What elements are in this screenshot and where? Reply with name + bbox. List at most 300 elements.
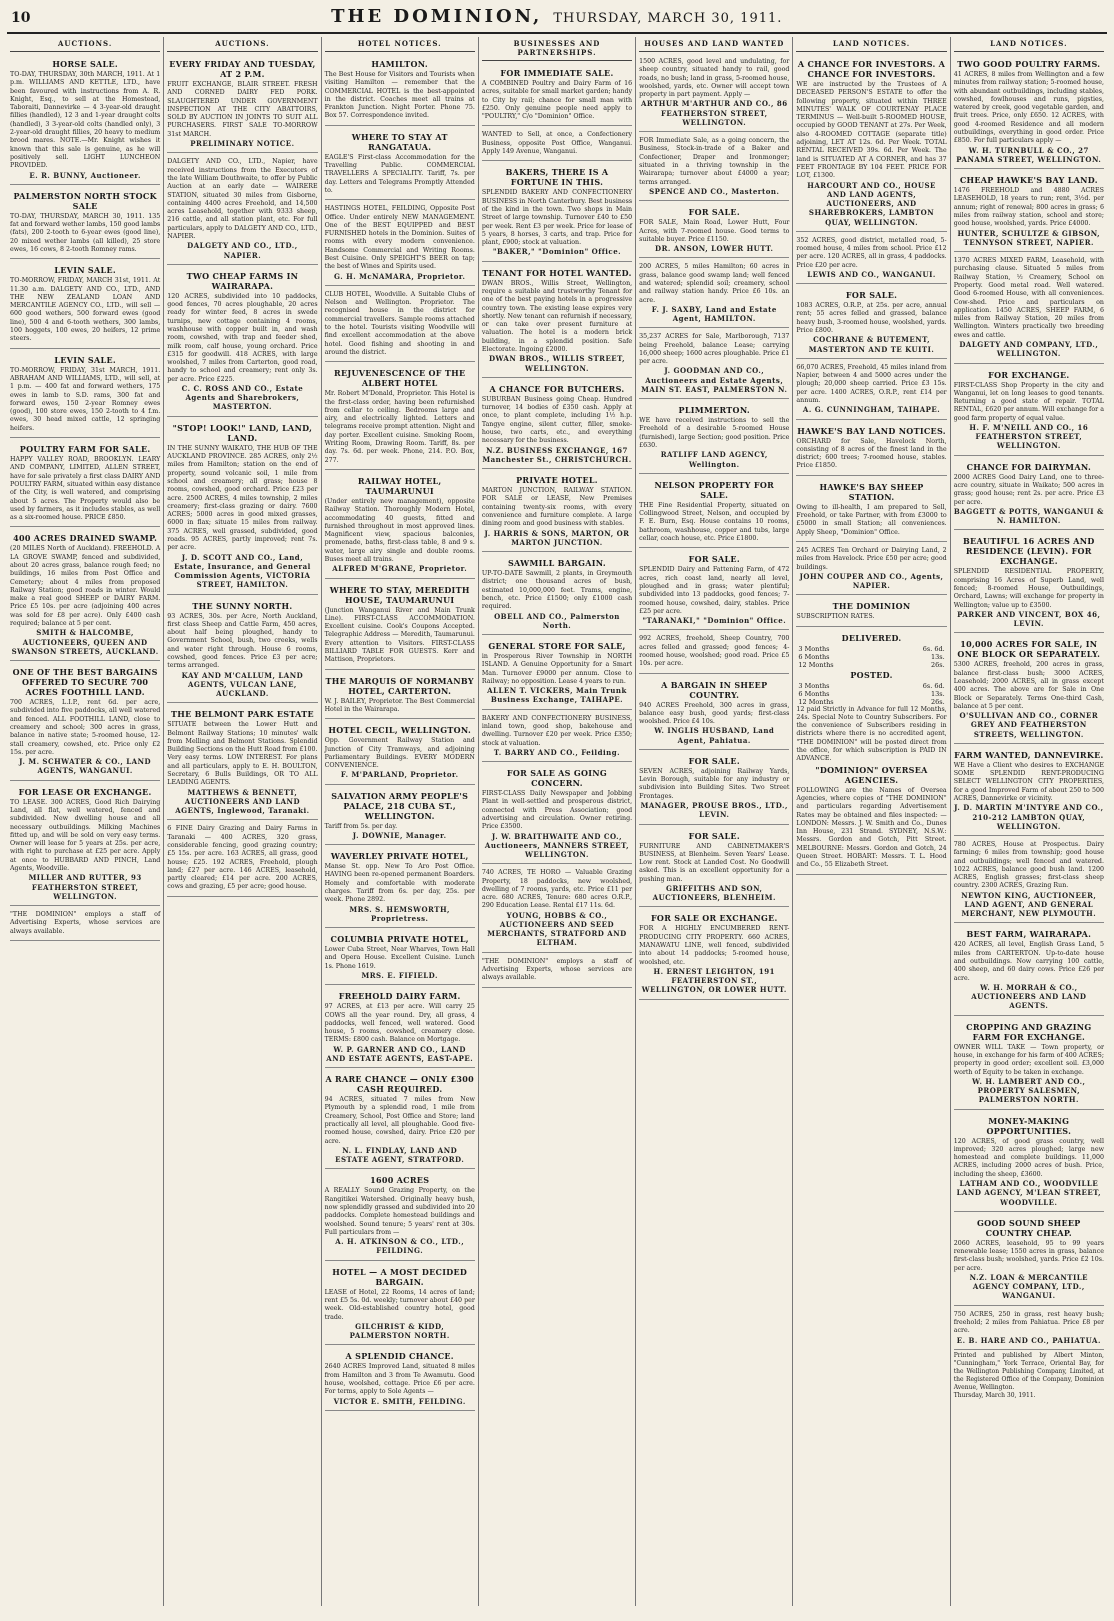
advertisement: [482, 64, 632, 126]
ad-body: SITUATE between the Lower Hutt and Belmont Railway Stations; 10 minutes' walk from Melling and Belmont Stations. Splendid Building Sections on the Hutt Road from £100. Very easy terms. LOW INTEREST. For plans and all particulars, apply to E. H. BOULTON, Secretary, 6 Bulls Buildings, OR TO ALL LEADING AGENTS.: [167, 721, 318, 787]
advertisement: [482, 712, 632, 762]
ad-title: "STOP! LOOK!" LAND, LAND, LAND.: [172, 422, 313, 443]
ad-signature: W. INGLIS HUSBAND, Land Agent, Pahiatua.: [654, 726, 775, 745]
ad-signature: SMITH & HALCOMBE, AUCTIONEERS, QUEEN AND SWANSON STREETS, AUCKLAND.: [11, 628, 159, 656]
table-row: [796, 645, 946, 653]
subscription-period: 12 Months: [798, 660, 834, 669]
subscription-delivered-label: DELIVERED.: [841, 632, 902, 643]
ad-title: HOTEL — A MOST DECIDED BARGAIN.: [332, 1266, 468, 1287]
ad-title: FOR SALE.: [688, 554, 740, 565]
ad-signature: A. G. CUNNINGHAM, TAIHAPE.: [802, 405, 941, 415]
ad-body: The Best House for Visitors and Tourists when visiting Hamilton — remember that the COMMERCIAL HOTEL is the best-appointed in the district. Coaches meet all trains at Frankton Junction. Night Porter. Phone 75. Box 57. Correspondence invited.: [324, 71, 475, 120]
page-number: 10: [11, 10, 31, 26]
advertisement: [167, 419, 317, 595]
ad-body: (Junction Wanganui River and Main Trunk Line). FIRST-CLASS ACCOMMODATION. Excellent cuisine. Cook's Coupons Accepted. Telegraphic Address — Meredith, Taumarunui. Every attention to Visitors. FIRST-CLASS BILLIARD TABLE FOR GUESTS. Kerr and Mattison, Proprietors.: [324, 606, 475, 664]
ad-signature: J. HARRIS & SONS, MARTON, OR MARTON JUNCTION.: [484, 528, 630, 547]
ad-title: MONEY-MAKING OPPORTUNITIES.: [986, 1115, 1072, 1136]
ad-signature: J. DOWNIE, Manager.: [352, 830, 447, 840]
ad-signature: G. H. McNAMARA, Proprietor.: [333, 271, 466, 281]
ad-title: LEVIN SALE.: [54, 265, 116, 276]
advertisement: [639, 203, 789, 258]
ad-body: 2640 ACRES Improved Land, situated 8 miles from Hamilton and 3 from Te Awamutu. Good house, woolshed, cottage. Price £6 per acre. For terms, apply to Sole Agents —: [324, 1363, 475, 1396]
imprint: Printed and published by Albert Minton, "Cunningham," York Terrace, Oriental Bay, for the Wellington Publishing Company, Limited, at the Registered Office of the Company, Dominion Avenue, Wellington.: [953, 1351, 1104, 1392]
ad-body: DWAN BROS., Willis Street, Wellington, require a suitable and trustworthy Tenant for one of the best paying hotels in a progressive country town. The existing lease expires very shortly. New tenant can refurnish if necessary, or can take over present furniture at valuation. The hotel is a modern brick building, in a splendid position. Safe Electorate. Ingoing £2000.: [481, 279, 633, 354]
ad-body: EAGLE'S First-class Accommodation for the Travelling Public. COMMERCIAL TRAVELLERS A SPECIALITY. Tariff, 7s. per day. Letters and Telegrams Promptly Attended to.: [324, 153, 475, 194]
ad-body: TO-MORROW, FRIDAY, 31st MARCH, 1911. ABRAHAM AND WILLIAMS, LTD., will sell, at 1 p.m. — 400 fat and forward wethers, 175 ewes in lamb to S.D. rams, 300 fat and forward ewes, 150 2-year Romney ewes (good), 100 store ewes, 150 2-tooth to 4 f.m. ewes, 30 head mixed cattle, 12 springing heifers.: [10, 366, 161, 432]
advertisement: [10, 783, 160, 906]
ad-title: FOR LEASE OR EXCHANGE.: [18, 786, 152, 797]
advertisement: [325, 55, 475, 126]
subscription-rates: [796, 629, 946, 875]
ad-body: 992 ACRES, freehold, Sheep Country, 700 acres felled and grassed; good fences; 4-roomed house, woolshed; good road. Price £5 10s. per acre.: [639, 635, 790, 668]
ad-signature: O'SULLIVAN AND CO., CORNER GREY AND FEATHERSTON STREETS, WELLINGTON.: [959, 711, 1099, 739]
advertisement: [639, 134, 789, 201]
ad-title: 400 ACRES DRAINED SWAMP.: [13, 533, 158, 544]
advertisement: [167, 55, 317, 153]
advertisement: [639, 401, 789, 474]
advertisement: [482, 955, 632, 988]
advertisement: [954, 366, 1104, 456]
ad-signature: J. GOODMAN AND CO., Auctioneers and Estate Agents, MAIN ST. EAST, PALMERSTON N.: [641, 366, 788, 394]
ad-body: HASTINGS HOTEL, FEILDING, Opposite Post Office. Under entirely NEW MANAGEMENT. One of the BEST EQUIPPED and BEST FURNISHED hotels in the Dominion. Suites of rooms with every modern convenience. Handsome Commercial and Writing Rooms. Best Cuisine. Only SPEIGHT'S BEER on tap; the best of Wines and Spirits used.: [324, 205, 475, 271]
ad-body: 120 ACRES, of good grass country, well improved; 320 acres ploughed; large new homestead and complete buildings. 11,000 ACRES, including 2000 acres of bush. Price, including the sheep, £3600.: [953, 1137, 1104, 1178]
column-4: [479, 37, 636, 1606]
advertisement: [954, 254, 1104, 363]
ad-title: FOR SALE AS GOING CONCERN.: [506, 768, 608, 789]
subscription-period: 3 Months: [798, 681, 830, 690]
ad-body: MARTON JUNCTION, RAILWAY STATION. FOR SALE or LEASE, New Premises containing twenty-six rooms, with every convenience and furniture complete. A large dining room and good business with stables.: [481, 487, 633, 528]
ad-body: A COMBINED Poultry and Dairy Farm of 16 acres, suitable for small market garden; handy to City by rail; chance for small man with £250. Only genuine people need apply to "POULTRY," C/o "Dominion" Office.: [481, 80, 633, 121]
ad-body: THE Fine Residential Property, situated on Collingwood Street, Nelson, and occupied by F. E. Burn, Esq. House contains 10 rooms, bathroom, washhouse, copper and tubs, large cellar, coach house, etc. Price £1800.: [639, 501, 790, 543]
advertisement: [325, 472, 475, 579]
ad-title: FOR SALE.: [688, 755, 740, 766]
ad-title: THE DOMINION: [832, 601, 911, 612]
ad-title: BEAUTIFUL 16 ACRES AND RESIDENCE (LEVIN). FOR EXCHANGE.: [962, 536, 1095, 567]
ad-body: 200 ACRES, 5 miles Hamilton; 60 acres in grass, balance good swamp land; well fenced and watered; splendid soil; creamery, school and railway station handy. Price £6 10s. an acre.: [639, 263, 790, 304]
ad-body: SPLENDID Dairy and Fattening Farm, of 472 acres, rich coast land, nearly all level, ploughed and in grass; water plentiful; subdivided into 13 paddocks, good fences; 7-roomed house, cowshed, dairy, stables. Price £25 per acre.: [639, 566, 790, 615]
advertisement: [482, 264, 632, 378]
ad-title: WHERE TO STAY AT RANGATAUA.: [351, 131, 448, 152]
ad-signature: BAGGETT & POTTS, WANGANUI & N. HAMILTON.: [953, 506, 1104, 526]
ad-title: LEVIN SALE.: [54, 354, 116, 365]
ad-title: CROPPING AND GRAZING FARM FOR EXCHANGE.: [966, 1021, 1092, 1042]
advertisement: [954, 925, 1104, 1015]
ad-body: TO-DAY, THURSDAY, 30th MARCH, 1911. At 1 p.m. WILLIAMS AND KETTLE, LTD., have been favoured with instructions from A. R. Knight, Esq., to sell at the Homestead, Taboraiti, Dannevirke — 4 3-year-old draught fillies (handled), 12 3 and 1-year draught colts (handled), 3 3-year-old colts (handled only), 3 2-year-old draught fillies, 20 heavy to medium brood mares. NOTE.—Mr. Knight wishes it known that this sale is genuine, as he will positively sell. LIGHT LUNCHEON PROVIDED.: [10, 71, 161, 170]
ad-signature: PRELIMINARY NOTICE.: [190, 139, 295, 149]
ad-title: COLUMBIA PRIVATE HOTEL,: [330, 934, 469, 945]
ad-title: A SPLENDID CHANCE.: [345, 1351, 454, 1362]
ad-title: FOR SALE OR EXCHANGE.: [650, 913, 778, 924]
ad-signature: J. D. SCOTT AND CO., Land, Estate, Insurance, and General Commission Agents, VICTORIA STREET, HAMILTON.: [174, 552, 311, 590]
ad-body: FIRST-CLASS Shop Property in the city and Wanganui, let on long leases to good tenants. Returning a good state of repair. TOTAL RENTAL, £620 per annum. Will exchange for a good farm property of equal value.: [953, 381, 1104, 422]
ad-title: PLIMMERTON.: [678, 405, 751, 416]
subscription-price: 26s.: [931, 660, 945, 669]
ad-body: WE have received instructions to sell the Freehold of a desirable 5-roomed House (furnished), large Section; good position. Price £630.: [639, 417, 790, 450]
ad-signature: PARKER AND VINCENT, BOX 46, LEVIN.: [957, 609, 1101, 629]
ad-body: FOR A HIGHLY ENCUMBERED RENT-PRODUCING CITY PROPERTY. 660 ACRES, MANAWATU LINE, well fenced, subdivided into about 14 paddocks; 5-roomed house, woolshed, etc.: [639, 925, 790, 966]
advertisement: [954, 838, 1104, 923]
subscription-price: 26s.: [931, 697, 945, 706]
ad-title: WAVERLEY PRIVATE HOTEL,: [330, 851, 469, 862]
ad-body: (20 MILES North of Auckland). FREEHOLD. A LA GROVE SWAMP, fenced and subdivided, about 20 acres grass, balance rough feed; no buildings, 16 miles from Post Office and Cemetery; about 4 miles from proposed Railway Station; good roads in winter. Would make a real good SHEEP or DAIRY FARM. Price £5 10s. per acre (adjoining 400 acres was sold for £8 per acre). Only £400 cash required; balance at 5 per cent.: [10, 545, 161, 628]
ad-signature: A. H. ATKINSON & CO., LTD., FEILDING.: [335, 1237, 465, 1256]
ad-body: 2000 ACRES Good Dairy Land, one to three-acre country, situate in Waikato; 500 acres in grass; good house; rent 2s. per acre. Price £3 per acre.: [953, 473, 1104, 506]
ad-body: UP-TO-DATE Sawmill, 2 plants, in Greymouth district; one thousand acres of bush, estimated 10,000,000 feet. Trams, engine, bench, etc. Price £1500; only £1000 cash required.: [481, 570, 633, 611]
ad-signature: MATTHEWS & BENNETT, AUCTIONEERS AND LAND AGENTS, Inglewood, Taranaki.: [175, 787, 310, 816]
ad-body: 750 ACRES, 250 in grass, rest heavy bush; freehold; 2 miles from Pahiatua. Price £8 per acre.: [953, 1310, 1104, 1335]
advertisement: [167, 155, 317, 264]
advertisement: [482, 380, 632, 469]
ad-body: 66,070 ACRES, Freehold, 45 miles inland from Napier, between 4 and 5000 acres under the plough; 20,000 sheep carried. Price £3 15s. per acre. 1400 ACRES, O.R.P., rent £14 per annum.: [796, 363, 947, 404]
ad-body: (Under entirely new management), opposite Railway Station. Thoroughly Modern Hotel, accommodating 40 guests, fitted and furnished throughout in most approved lines. Magnificent view, spacious balconies, promenade, baths, first-class table, 8 and 9 s. water, large airy single and double rooms. Buses meet all trains.: [324, 497, 475, 563]
advertisement: [954, 1308, 1104, 1350]
ad-title: PRIVATE HOTEL.: [516, 475, 598, 486]
ad-body: 1476 FREEHOLD and 4880 ACRES LEASEHOLD, 18 years to run; rent, 3½d. per annum; right of renewal; 800 acres in grass; 6 miles from railway station, school and store; good house, woolshed, yards. Price £4000.: [953, 187, 1104, 228]
ad-body: LEASE of Hotel, 22 Rooms, 14 acres of land; rent £5 5s. 0d. weekly; turnover about £40 per week. Old-established country hotel, good trade.: [324, 1288, 475, 1321]
ad-signature: DALGETY AND COMPANY, LTD., WELLINGTON.: [959, 340, 1099, 359]
advertisement: [325, 672, 475, 720]
ad-body: FIRST-CLASS Daily Newspaper and Jobbing Plant in well-settled and prosperous district, connected with Press Association; good advertising and circulation. Owner retiring. Price £3500.: [481, 790, 633, 831]
advertisement: [639, 827, 789, 908]
ad-signature: HARCOURT AND CO., HOUSE AND LAND AGENTS, AUCTIONEERS, AND SHAREBROKERS, LAMBTON QUAY, WELLINGTON.: [807, 180, 936, 227]
advertisement: [796, 478, 946, 542]
ad-signature: VICTOR E. SMITH, FEILDING.: [333, 1396, 466, 1406]
advertisement: [167, 705, 317, 820]
ad-body: Opp. Government Railway Station and Junction of City Tramways, and adjoining Parliamentary Buildings. EVERY MODERN CONVENIENCE.: [324, 737, 475, 770]
ad-title: FOR SALE.: [688, 830, 740, 841]
ad-body: A REALLY Sound Grazing Property, on the Rangitikei Watershed. Originally heavy bush, now splendidly grassed and subdivided into 20 paddocks. Complete homestead buildings and woolshed. Sound tenure; 5 years' rent at 30s. Full particulars from —: [324, 1187, 475, 1236]
advertisement: [482, 163, 632, 261]
ad-signature: MANAGER, PROUSE BROS., LTD., LEVIN.: [640, 801, 788, 820]
ad-signature: "BAKER," "Dominion" Office.: [492, 247, 622, 257]
ad-body: 700 ACRES, L.I.P., rent 6d. per acre, subdivided into five paddocks, all well watered and fenced. ALL FOOTHILL LAND, close to creamery and school; 300 acres in grass, balance in native state; 5-roomed house, 12-stall creamery, cowshed, etc. Price only £2 15s. per acre.: [10, 699, 161, 756]
ad-title: A BARGAIN IN SHEEP COUNTRY.: [661, 679, 768, 700]
table-row: [796, 690, 946, 698]
advertisement: [10, 55, 160, 185]
ad-signature: MRS. E. FIFIELD.: [361, 971, 438, 980]
ad-signature: KAY AND M'CALLUM, LAND AGENTS, VULCAN LANE, AUCKLAND.: [181, 670, 304, 699]
ad-signature: MILLER AND RUTTER, 93 FEATHERSTON STREET, WELLINGTON.: [28, 873, 142, 901]
column-header: BUSINESSES AND PARTNERSHIPS.: [482, 37, 632, 61]
advertisement: [325, 787, 475, 846]
table-row: [796, 698, 946, 706]
ad-signature: C. C. ROSS AND CO., Estate Agents and Sharebrokers, MASTERTON.: [181, 384, 304, 412]
ad-title: THE BELMONT PARK ESTATE: [170, 709, 314, 720]
table-row: [796, 653, 946, 661]
advertisement: [167, 597, 317, 704]
advertisement: [325, 128, 475, 200]
ad-signature: RATLIFF LAND AGENCY, Wellington.: [660, 450, 768, 469]
ad-body: 97 ACRES, at £13 per acre. Will carry 25 COWS all the year round. Dry, all grass, 4 paddocks, well fenced, well watered. Good house, 5 rooms, cowshed, creamery close. TERMS: £800 cash. Balance on Mortgage.: [324, 1003, 475, 1044]
ad-title: GENERAL STORE FOR SALE,: [488, 640, 626, 651]
ad-body: DALGETY AND CO., LTD., Napier, have received instructions from the Executors of the late William Douthwaite, to offer by Public Auction at an early date — WAIRERE STATION, situated 30 miles from Gisborne, containing 4400 acres Freehold, and 14,500 acres Leasehold, together with 9333 sheep, 216 cattle, and all station plant, etc. For full particulars, apply to DALGETY AND CO., LTD., NAPIER.: [167, 158, 318, 240]
column-7: [951, 37, 1107, 1606]
column-2: [164, 37, 321, 1606]
ad-signature: MRS. S. HEMSWORTH, Proprietress.: [349, 904, 450, 923]
ad-title: SAWMILL BARGAIN.: [507, 558, 606, 569]
advertisement: [10, 187, 160, 259]
ad-body: W. J. BAILEY, Proprietor. The Best Commercial Hotel in the Wairarapa.: [324, 697, 475, 713]
ad-signature: N.Z. LOAN & MERCANTILE AGENCY COMPANY, LTD., WANGANUI.: [969, 1272, 1088, 1301]
ad-body: 5300 ACRES, freehold, 200 acres in grass, balance first-class bush; 3000 ACRES, Leasehold; 2000 ACRES, all in grass except 400 acres. The above are for Sale in One Block or Separately. Terms One-third Cash, balance at 5 per cent.: [953, 661, 1104, 710]
ad-title: WHERE TO STAY, MEREDITH HOUSE, TAUMARUNUI: [329, 584, 470, 605]
ad-signature: E. B. HARE AND CO., PAHIATUA.: [956, 1335, 1101, 1345]
ad-title: HAWKE'S BAY LAND NOTICES.: [797, 425, 946, 436]
advertisement: [325, 1347, 475, 1410]
ad-body: "THE DOMINION" employs a staff of Advertising Experts, whose services are always available.: [481, 957, 633, 982]
ad-body: OWNER WILL TAKE — Town property, or house, in exchange for his farm of 400 ACRES; property in good order; excellent soil. £3,000 worth of Equity to be taken in exchange.: [953, 1043, 1104, 1076]
imprint-date: Thursday, March 30, 1911.: [953, 1392, 1036, 1400]
ad-signature: DWAN BROS., WILLIS STREET, WELLINGTON.: [488, 354, 626, 373]
ad-title: TWO CHEAP FARMS IN WAIRARAPA.: [186, 270, 299, 291]
ad-title: FOR IMMEDIATE SALE.: [500, 68, 614, 78]
column-header: LAND NOTICES.: [954, 37, 1104, 52]
advertisement: [482, 471, 632, 552]
ad-signature: ALFRED M'GRANE, Proprietor.: [332, 564, 468, 574]
advertisement: [325, 581, 475, 670]
advertisement: [954, 532, 1104, 633]
masthead-title: THE DOMINION,: [331, 6, 543, 27]
advertisement: [796, 597, 946, 626]
ad-title: RAILWAY HOTEL, TAUMARUNUI: [357, 475, 442, 496]
ad-signature: T. BARRY AND CO., Feilding.: [493, 747, 621, 757]
ad-title: FOR SALE.: [845, 290, 898, 301]
advertisement: [325, 1263, 475, 1346]
ad-body: 6 FINE Dairy Grazing and Dairy Farms in Taranaki — 400 ACRES, 320 grass, considerable fencing, good grazing country; £5 15s. per acre. 163 ACRES, all grass, good house; £25. 192 ACRES, Freehold, plough land; £27 per acre. 146 ACRES, leasehold, partly cleared; £14 per acre. 200 ACRES, cows and grazing, £5 per acre; good house.: [167, 825, 318, 891]
column-header: AUCTIONS.: [167, 37, 317, 52]
ad-signature: DALGETY AND CO., LTD., NAPIER.: [187, 241, 298, 260]
advertisement: [10, 908, 160, 941]
ad-title: CHEAP HAWKE'S BAY LAND.: [959, 175, 1098, 186]
ad-body: 940 ACRES Freehold, 300 acres in grass, balance easy bush, good yards; first-class woolshed. Price £4 10s.: [639, 701, 790, 726]
ad-title: FREEHOLD DAIRY FARM.: [338, 991, 461, 1002]
ad-body: 420 ACRES, all level, English Grass Land, 5 miles from CARTERTON. Up-to-date house and outbuildings. Now carrying 100 cattle, 400 sheep, and 60 dairy cows. Price £26 per acre.: [953, 941, 1104, 982]
ad-body: 245 ACRES Ten Orchard or Dairying Land, 2 miles from Havelock. Price £50 per acre; good buildings.: [796, 546, 947, 571]
advertisement: [639, 330, 789, 399]
ad-signature: GRIFFITHS AND SON, AUCTIONEERS, BLENHEIM.: [652, 884, 776, 903]
table-row: [796, 661, 946, 669]
ad-body: WE are instructed by the Trustees of A DECEASED PERSON'S ESTATE to offer the following property, situated within THREE MINUTES' WALK OF COURTENAY PLACE TERMINUS — Well-built 5-ROOMED HOUSE, occupied by GOOD TENANT at 27s. Per Week, also 4-ROOMED COTTAGE (separate title) adjoining, LET AT 12s. 6d. Per Week. TOTAL RENTAL RECEIVED 39s. 6d. Per Week. The land is SITUATED AT A CORNER, and has 37 FEET FRONTAGE BY 104 FEET. PRICE FOR LOT, £1300.: [796, 81, 947, 180]
subscription-price: 6s. 6d.: [922, 644, 945, 653]
ad-signature: W. H. TURNBULL & CO., 27 PANAMA STREET, WELLINGTON.: [956, 145, 1102, 164]
subscription-period: 6 Months: [798, 689, 830, 698]
ad-body: Lower Cuba Street, Near Wharves, Town Hall and Opera House. Excellent Cuisine. Lunch 1s. Phone 1619.: [324, 946, 475, 970]
advertisement: [325, 202, 475, 286]
column-3: [322, 37, 479, 1606]
advertisement: [639, 752, 789, 825]
advertisement: [639, 676, 789, 750]
advertisement: [954, 635, 1104, 743]
advertisement: [639, 632, 789, 673]
ad-title: THE SUNNY NORTH.: [192, 600, 293, 611]
ad-title: TENANT FOR HOTEL WANTED.: [482, 267, 632, 278]
ad-signature: N. L. FINDLAY, LAND AND ESTATE AGENT, STRATFORD.: [335, 1145, 465, 1165]
ad-signature: W. P. GARNER AND CO., LAND AND ESTATE AGENTS, EAST-APE.: [326, 1044, 474, 1063]
ad-signature: LATHAM AND CO., WOODVILLE LAND AGENCY, M'LEAN STREET, WOODVILLE.: [956, 1179, 1102, 1207]
advertisement: [639, 55, 789, 132]
ad-body: 1500 ACRES, good level and undulating, for sheep country, situated handy to rail, good roads, no bush; land in grass, 5-roomed house, woolshed, yards, etc. Owner will accept town property in part payment. Apply —: [639, 58, 790, 99]
advertisement: [639, 260, 789, 328]
ad-title: A CHANCE FOR INVESTORS. A CHANCE FOR INVESTORS.: [797, 59, 946, 79]
ad-title: 1600 ACRES: [370, 1175, 430, 1186]
advertisement: [954, 746, 1104, 836]
ad-title: HAWKE'S BAY SHEEP STATION.: [819, 481, 924, 502]
advertisement: [954, 458, 1104, 531]
advertisement: [639, 909, 789, 999]
subscription-period: 6 Months: [798, 652, 830, 661]
ad-signature: LEWIS AND CO., WANGANUI.: [807, 269, 936, 279]
ad-body: 93 ACRES, 30s. per Acre, North Auckland, first class Sheep and Cattle Farm, 450 acres, about half being ploughed, handy to Government School, bush, two creeks, wells and water right through. House 6 rooms, cowshed, good fences. Price £3 per acre; terms arranged.: [167, 612, 318, 670]
ad-signature: SPENCE AND CO., Masterton.: [649, 186, 780, 196]
overseas-title: "DOMINION" OVERSEA AGENCIES.: [815, 764, 928, 785]
ad-body: TO-DAY, THURSDAY, MARCH 30, 1911. 135 fat and forward wether lambs, 150 good lambs (fats), 200 2-tooth to 6-year ewes (good line), 20 mixed wether lambs (all killed), 25 store ewes, 16 cows, 8 2-tooth Romney rams.: [10, 212, 161, 253]
advertisement: [796, 422, 946, 476]
advertisement: [796, 55, 946, 232]
overseas-body: FOLLOWING are the Names of Oversea Agencies, where copies of "THE DOMINION" and particulars regarding Advertisement Rates may be obtained and files inspected: — LONDON: Messrs. J. W. Smith and Co., Dunes Inn House, 231 Strand. SYDNEY, N.S.W.: Messrs. Gordon and Gotch, Pitt Street. MELBOURNE: Messrs. Gordon and Gotch, 24 Queen Street. HOBART: Messrs. T. L. Hood and Co., 55 Elizabeth Street.: [796, 786, 947, 869]
ad-title: FOR SALE.: [688, 207, 740, 218]
advertisement: [10, 529, 160, 661]
ad-body: WE Have a Client who desires to EXCHANGE SOME SPLENDID RENT-PRODUCING SELECT WELLINGTON CITY PROPERTIES, for a good Improved Farm of about 250 to 500 ACRES, Dannevirke or vicinity.: [953, 761, 1104, 802]
advertisement: [325, 930, 475, 985]
ad-title: ONE OF THE BEST BARGAINS OFFERED TO SECURE 700 ACRES FOOTHILL LAND.: [12, 667, 158, 698]
advertisement: [482, 128, 632, 161]
ad-signature: ALLEN T. VICKERS, Main Trunk Business Exchange, TAIHAPE.: [487, 686, 627, 705]
subscription-table-posted: [796, 682, 946, 706]
advertisement: [10, 261, 160, 348]
column-5: [636, 37, 793, 1606]
ad-body: SPLENDID BAKERY AND CONFECTIONERY BUSINESS in North Canterbury. Best business of the kind in the town. Two shops in Main Street of large township. Turnover £40 to £50 per week. Rent £3 per week. Price for lease of 5 years, 8 horses, 3 carts, and trap. Price for plant, £900; stock at valuation.: [481, 189, 633, 247]
ad-body: CLUB HOTEL, Woodville. A Suitable Clubs of Nelson and Wellington. Proprietor. The recognised house in the district for commercial travellers. Sample rooms attached to the hotel. Tourists visiting Woodville will find excellent accommodation at the above hotel. Good fishing and shooting in and around the district.: [324, 290, 475, 356]
ad-body: FURNITURE AND CABINETMAKER'S BUSINESS, at Blenheim. Seven Years' Lease. Low rent. Stock at Landed Cost. No Goodwill asked. This is an excellent opportunity for a pushing man.: [639, 842, 790, 883]
newspaper-page: [7, 6, 1107, 1606]
advertisement: [796, 234, 946, 284]
ad-title: 10,000 ACRES FOR SALE, IN ONE BLOCK OR SEPARATELY.: [957, 639, 1101, 660]
masthead-date: THURSDAY, MARCH 30, 1911.: [553, 11, 783, 26]
advertisement: [325, 288, 475, 362]
ad-body: 41 ACRES, 8 miles from Wellington and a few minutes from railway station; 5-roomed house, with abundant outbuildings, including stables, cowshed, fowlhouses and runs, pigsties, watered by creek, good vegetable garden, and fruit trees. Price, only £650. 12 ACRES, with good 4-roomed Residence and all modern outbuildings, everything in good order. Price £850. For full particulars apply —: [953, 71, 1104, 145]
ad-title: HAMILTON.: [371, 59, 428, 69]
ad-body: Manse St. opp. New To Aro Post Office. HAVING been re-opened permanent Boarders. Homely and comfortable with moderate charges. Tariff from 6s. per day, 25s. per week. Phone 2892.: [324, 863, 475, 904]
ad-signature: "TARANAKI," "Dominion" Office.: [642, 616, 787, 626]
ad-body: SUBURBAN Business going Cheap. Hundred turnover, 14 bodies of £350 cash. Apply at once, to plant complete, including 1½ h.p. Tangye engine, silent cutter, filler, smoke-house, two carts, etc., and everything necessary for the business.: [481, 395, 633, 445]
ad-body: FOR Immediate Sale, as a going concern, the Business, Stock-in-trade of a Baker and Confectioner, Draper and Ironmonger; situated in a thriving township in the Wairarapa; turnover about £4000 a year; terms arranged.: [639, 137, 790, 186]
subscription-period: 12 Months: [798, 697, 834, 706]
column-1: [7, 37, 164, 1606]
ad-body: WANTED to Sell, at once, a Confectionery Business, opposite Post Office, Wanganui. Apply 149 Avenue, Wanganui.: [481, 131, 633, 156]
ad-body: 352 ACRES, good district, metalled road, 5-roomed house, 4 miles from school. Price £12 per acre. 120 ACRES, all in grass, 4 paddocks. Price £20 per acre.: [796, 236, 947, 269]
advertisement: [482, 554, 632, 635]
ad-signature: N.Z. BUSINESS EXCHANGE, 167 Manchester St., CHRISTCHURCH.: [482, 445, 632, 464]
advertisement: [482, 764, 632, 864]
advertisement: [325, 721, 475, 784]
ad-body: Mr. Robert M'Donald, Proprietor. This Hotel is the first-class order, having been refurnished from cellar to ceiling. Bedrooms large and airy, and electrically lighted. Letters and telegrams receive prompt attention. Night and day porter. Excellent cuisine. Smoking Room, Writing Room, Drawing Room. Tariff, 8s. per day. 7s. 6d. per week. Phone, 214. P.O. Box, 277.: [324, 390, 475, 464]
ad-title: FOR EXCHANGE.: [988, 369, 1070, 380]
subscription-table-delivered: [796, 645, 946, 669]
ad-signature: GILCHRIST & KIDD, PALMERSTON NORTH.: [349, 1321, 450, 1341]
advertisement: [325, 364, 475, 470]
subscription-note: 12 paid Strictly in Advance for full 12 Months, 24s. Special Note to Country Subscribers. For the convenience of Subscribers residing in districts where there is no accredited agent, "THE DOMINION" will be posted direct from the office, for which subscription is PAID IN ADVANCE.: [796, 705, 947, 763]
advertisement: [796, 544, 946, 595]
ad-body: BAKERY AND CONFECTIONERY BUSINESS, inland town, good shop, bakehouse and dwelling. Turnover £20 per week. Price £350; stock at valuation.: [481, 714, 633, 747]
ad-title: PALMERSTON NORTH STOCK SALE: [13, 190, 157, 211]
ad-body: 120 ACRES, subdivided into 10 paddocks, good fences, 70 acres ploughable, 20 acres ready for winter feed, 8 acres in swede turnips, new cottage containing 4 rooms, washhouse with copper built in, and wash room, cowshed, with trap and feeder shed, milk room, calf house, young orchard. Price £315 for goodwill. 418 ACRES, with large woolshed, 7 miles from Carterton, good road, handy to school and creamery; rent only 3s. per acre. Price £225.: [167, 292, 318, 383]
ad-body: FRUIT EXCHANGE, BLAIR STREET. FRESH AND CORNED DAIRY FED PORK. SLAUGHTERED UNDER GOVERNMENT INSPECTION AT THE CITY ABATTOIRS, SOLD BY AUCTION IN JOINTS TO SUIT ALL PURCHASERS. FIRST SALE TO-MORROW 31st MARCH.: [167, 81, 318, 138]
ad-signature: NEWTON KING, AUCTIONEER, LAND AGENT, AND GENERAL MERCHANT, NEW PLYMOUTH.: [961, 890, 1097, 919]
column-header: HOTEL NOTICES.: [325, 37, 475, 52]
subscription-price: 6s. 6d.: [922, 681, 945, 690]
ad-signature: J. W. BRAITHWAITE AND CO., Auctioneers, MANNERS STREET, WELLINGTON.: [484, 831, 630, 860]
subscription-posted-label: POSTED.: [850, 669, 893, 680]
ad-body: 780 ACRES, House at Prospectus. Dairy farming; 6 miles from township; good house and outbuildings; well fenced and watered. 1022 ACRES, balance good bush land. 1200 ACRES, English grasses; first-class sheep country. 2300 ACRES, Grazing Run.: [953, 841, 1104, 890]
ad-signature: E. R. BUNNY, Auctioneer.: [29, 170, 141, 180]
advertisement: [167, 267, 317, 417]
ad-body: SPLENDID RESIDENTIAL PROPERTY, comprising 16 Acres of Superb Land, well fenced; 8-roomed House, Outbuildings, Orchard, Lawns; will exchange for property in Wellington; value up to £3500.: [953, 568, 1104, 609]
ad-signature: ARTHUR M'ARTHUR AND CO., 86 FEATHERSTON STREET, WELLINGTON.: [640, 99, 788, 127]
ad-body: HAPPY VALLEY ROAD, BROOKLYN. LEARY AND COMPANY, LIMITED, ALLEN STREET, have for sale privately a first class DAIRY AND POULTRY FARM, situated within easy distance of the City, is well watered, and comprising about 5 acres. The Property would also be used by farmers, as it includes stables, as well as a six-roomed house. PRICE £850.: [10, 456, 161, 522]
column-header: AUCTIONS.: [10, 37, 160, 52]
ad-signature: HUNTER, SCHULTZE & GIBSON, TENNYSON STREET, NAPIER.: [957, 228, 1101, 247]
table-row: [796, 682, 946, 690]
column-6: [793, 37, 950, 1606]
ad-body: 1370 ACRES MIXED FARM, Leasehold, with purchasing clause. Situated 5 miles from Railway Station, ½ Creamery, School on Property. Good metal road. Well watered. Good 6-roomed House, with all conveniences. Cow-shed. Price and particulars on application. 1450 ACRES, SHEEP FARM, 6 miles from Railway Station, 20 miles from Wellington. Winters practically two breeding ewes and cattle.: [953, 257, 1104, 339]
advertisement: [325, 847, 475, 928]
subscription-price: 13s.: [931, 652, 945, 661]
ad-title: HORSE SALE.: [52, 59, 118, 69]
ad-signature: COCHRANE & BUTEMENT, MASTERTON AND TE KUITI.: [808, 335, 935, 354]
ad-title: CHANCE FOR DAIRYMAN.: [966, 461, 1092, 472]
advertisement: [325, 1171, 475, 1260]
ad-body: Tariff from 5s. per day.: [324, 822, 398, 830]
ad-signature: JOHN COUPER AND CO., Agents, NAPIER.: [799, 571, 944, 591]
ad-body: in Prosperous River Township in NORTH ISLAND. A Genuine Opportunity for a Smart Man. Turnover £9000 per annum. Close to Railway; no opposition. Lease 4 years to run.: [481, 652, 633, 685]
ad-body: ORCHARD for Sale, Havelock North, consisting of 8 acres of the finest land in the district; 600 trees; 7-roomed house, stables. Price £1850.: [796, 437, 947, 470]
ad-title: BEST FARM, WAIRARAPA.: [966, 929, 1092, 940]
subscription-period: 3 Months: [798, 644, 830, 653]
ad-signature: F. J. SAXBY, Land and Estate Agent, HAMILTON.: [651, 304, 777, 324]
advertisement: [954, 55, 1104, 169]
advertisement: [639, 476, 789, 548]
ad-signature: YOUNG, HOBBS & CO., AUCTIONEERS AND SEED MERCHANTS, STRATFORD AND ELTHAM.: [487, 910, 627, 948]
ad-body: TO LEASE. 300 ACRES, Good Rich Dairying Land, all flat, well watered, fenced and subdivided. New dwelling house and all necessary outbuildings. Milking Machines fitted up, and will be sold on very easy terms. Owner will lease for 5 years at 25s. per acre, with right to purchase at £25 per acre. Apply at once to HUBBARD AND PINCH, Land Agents, Woodville.: [10, 798, 161, 872]
ad-title: GOOD SOUND SHEEP COUNTRY CHEAP.: [977, 1217, 1081, 1238]
ad-body: SUBSCRIPTION RATES.: [796, 613, 875, 621]
ad-title: TWO GOOD POULTRY FARMS.: [957, 59, 1101, 69]
ad-title: NELSON PROPERTY FOR SALE.: [654, 479, 775, 500]
ad-body: "THE DOMINION" employs a staff of Advertising Experts, whose services are always available.: [10, 911, 161, 935]
advertisement: [954, 1018, 1104, 1110]
ad-title: POULTRY FARM FOR SALE.: [19, 444, 151, 455]
column-header: HOUSES AND LAND WANTED: [639, 37, 789, 52]
advertisement: [482, 866, 632, 952]
advertisement: [796, 286, 946, 359]
columns: [7, 37, 1107, 1606]
ad-signature: F. M'PARLAND, Proprietor.: [340, 770, 459, 780]
ad-signature: W. H. LAMBERT AND CO., PROPERTY SALESMEN, PALMERSTON NORTH.: [972, 1076, 1086, 1105]
ad-title: FARM WANTED, DANNEVIRKE.: [954, 749, 1104, 760]
ad-title: A RARE CHANCE — ONLY £300 CASH REQUIRED.: [325, 1074, 474, 1095]
subscription-price: 13s.: [931, 689, 945, 698]
advertisement: [325, 987, 475, 1068]
advertisement: [482, 637, 632, 710]
ad-signature: J. D. MARTIN M'INTYRE AND CO., 210-212 LAMBTON QUAY, WELLINGTON.: [954, 803, 1104, 831]
ad-title: BAKERS, THERE IS A FORTUNE IN THIS.: [505, 167, 609, 188]
advertisement: [325, 1070, 475, 1169]
ad-body: 94 ACRES, situated 7 miles from New Plymouth by a splendid road, 1 mile from Creamery, School, Post Office and Store; land practically all level, all ploughable. Good five-roomed house, cowshed, dairy. Price £20 per acre.: [324, 1096, 475, 1145]
advertisement: [10, 663, 160, 781]
advertisement: [10, 351, 160, 438]
advertisement: [954, 1214, 1104, 1306]
ad-signature: W. H. MORRAH & CO., AUCTIONEERS AND LAND AGENTS.: [971, 982, 1087, 1011]
